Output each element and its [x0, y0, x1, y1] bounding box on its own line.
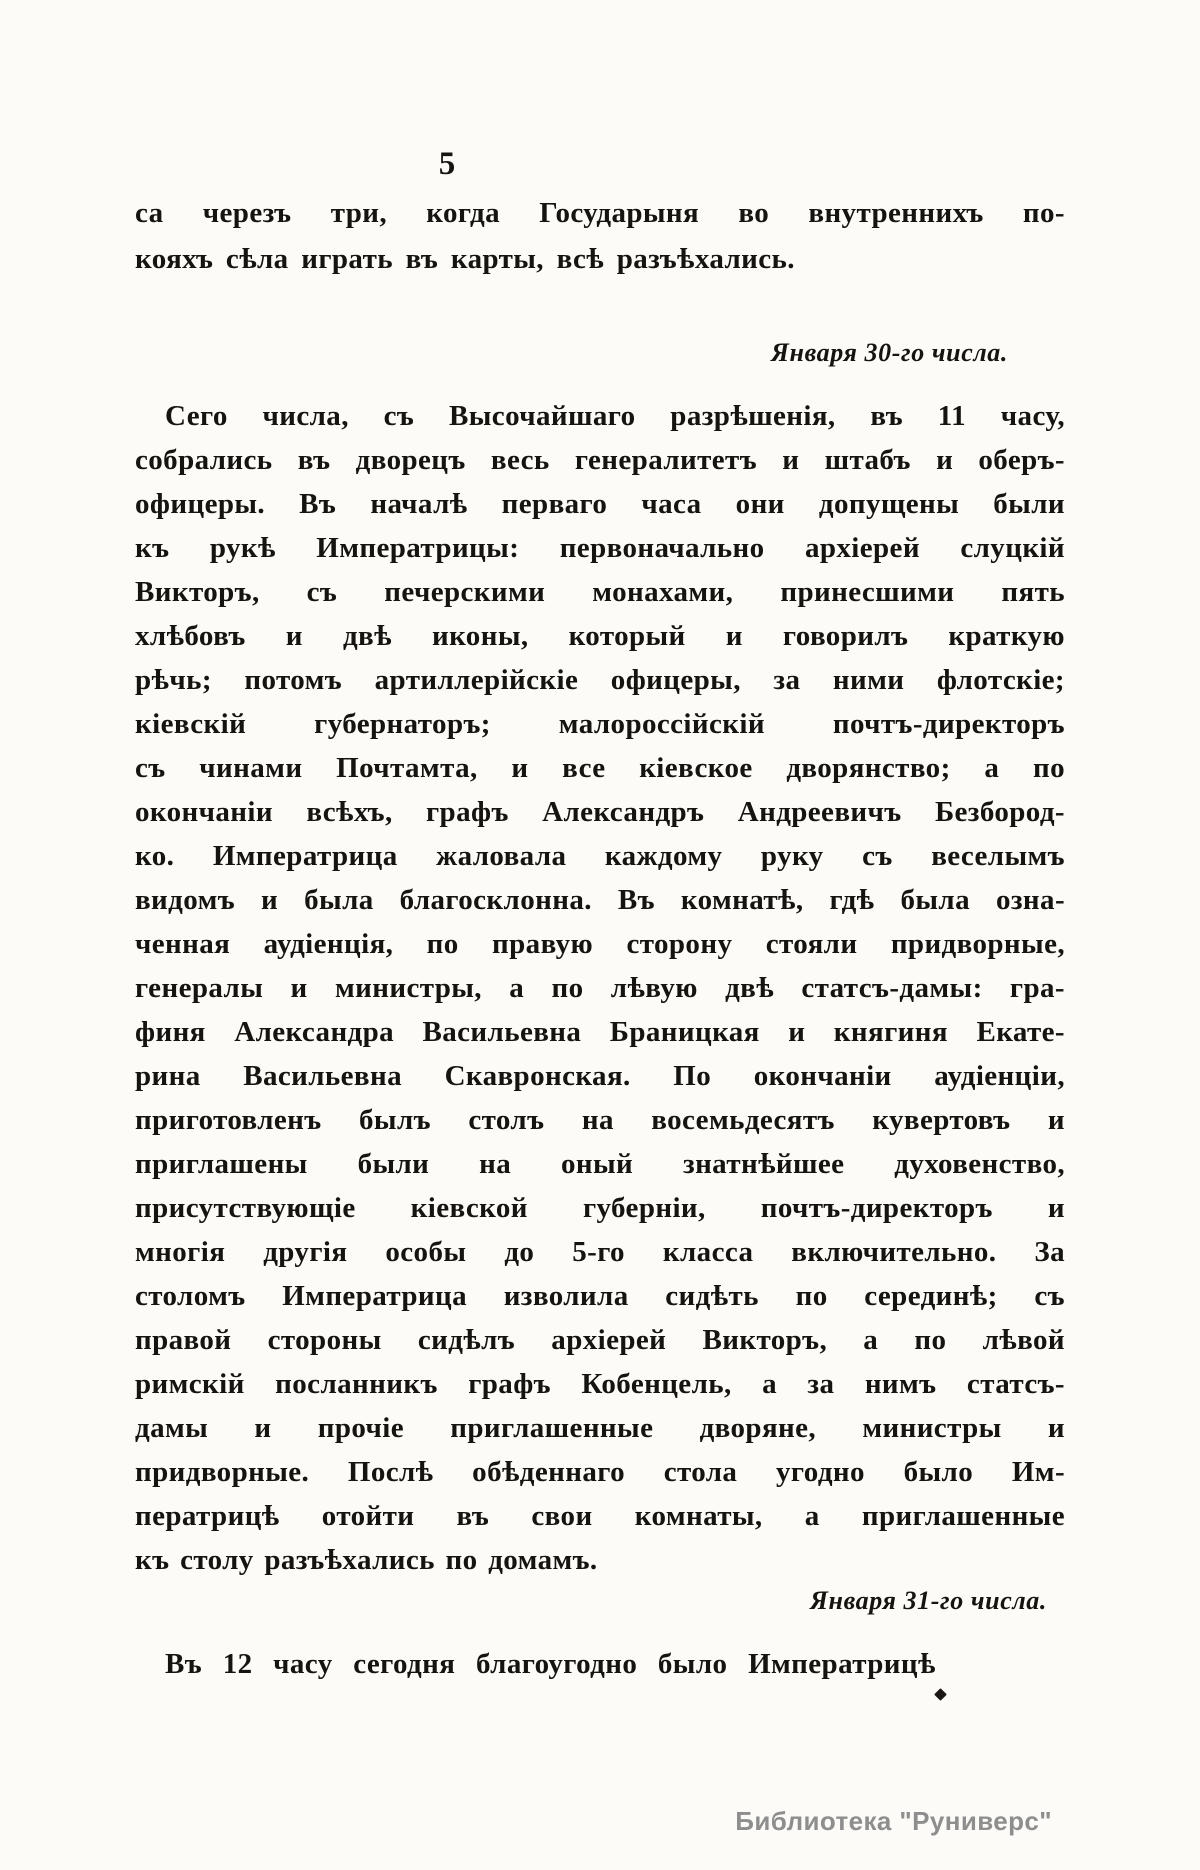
text-line: рина Васильевна Скавронская. По окончаніи аудіенціи, — [135, 1060, 1065, 1092]
text-line: финя Александра Васильевна Браницкая и княгиня Екате- — [135, 1016, 1065, 1048]
text-line: са черезъ три, когда Государыня во внутреннихъ по- — [135, 197, 1065, 229]
text-line: правой стороны сидѣлъ архіерей Викторъ, а по лѣвой — [135, 1324, 1065, 1356]
text-line: къ рукѣ Императрицы: первоначально архіерей слуцкій — [135, 532, 1065, 564]
library-watermark: Библиотека "Руниверс" — [735, 1806, 1052, 1836]
paragraph-jan-30 — [135, 394, 1065, 1582]
paragraph-continuation — [135, 190, 1065, 282]
text-line: столомъ Императрица изволила сидѣть по серединѣ; съ — [135, 1280, 1065, 1312]
text-line: дамы и прочіе приглашенные дворяне, министры и — [135, 1412, 1065, 1444]
paragraph-jan-31 — [135, 1642, 1065, 1686]
text-line: окончаніи всѣхъ, графъ Александръ Андреевичъ Безбород- — [135, 796, 1065, 828]
text-line: къ столу разъѣхались по домамъ. — [135, 1544, 598, 1576]
text-line: видомъ и была благосклонна. Въ комнатѣ, гдѣ была озна- — [135, 884, 1065, 916]
text-line: кіевскій губернаторъ; малороссійскій почтъ-директоръ — [135, 708, 1065, 740]
text-line: офицеры. Въ началѣ перваго часа они допущены были — [135, 488, 1065, 520]
ink-mark — [934, 1688, 947, 1701]
text-line: приглашены были на оный знатнѣйшее духовенство, — [135, 1148, 1065, 1180]
text-line: присутствующіе кіевской губерніи, почтъ-директоръ и — [135, 1192, 1065, 1224]
text-line: многія другія особы до 5-го класса включительно. За — [135, 1236, 1065, 1268]
text-line: хлѣбовъ и двѣ иконы, который и говорилъ краткую — [135, 620, 1065, 652]
text-line: собрались въ дворецъ весь генералитетъ и штабъ и оберъ- — [135, 444, 1065, 476]
text-line: Сего числа, съ Высочайшаго разрѣшенія, въ 11 часу, — [165, 400, 1065, 432]
date-heading-jan-30: Января 30-го числа. — [771, 338, 1008, 367]
text-block — [135, 190, 1065, 1686]
page-number: 5 — [438, 146, 456, 182]
text-line: кояхъ сѣла играть въ карты, всѣ разъѣхались. — [135, 243, 795, 275]
text-line: ко. Императрица жаловала каждому руку съ веселымъ — [135, 840, 1065, 872]
text-line: приготовленъ былъ столъ на восемьдесятъ кувертовъ и — [135, 1104, 1065, 1136]
date-heading-jan-31: Января 31-го числа. — [810, 1586, 1047, 1615]
text-line: съ чинами Почтамта, и все кіевское дворянство; а по — [135, 752, 1065, 784]
text-line: ченная аудіенція, по правую сторону стояли придворные, — [135, 928, 1065, 960]
text-line: рѣчь; потомъ артиллерійскіе офицеры, за ними флотскіе; — [135, 664, 1065, 696]
text-line: ператрицѣ отойти въ свои комнаты, а приглашенные — [135, 1500, 1065, 1532]
text-line: Викторъ, съ печерскими монахами, принесшими пять — [135, 576, 1065, 608]
text-line: генералы и министры, а по лѣвую двѣ статсъ-дамы: гра- — [135, 972, 1065, 1004]
text-line: Въ 12 часу сегодня благоугодно было Императрицѣ — [165, 1648, 936, 1680]
text-line: придворные. Послѣ обѣденнаго стола угодно было Им- — [135, 1456, 1065, 1488]
text-line: римскій посланникъ графъ Кобенцель, а за нимъ статсъ- — [135, 1368, 1065, 1400]
